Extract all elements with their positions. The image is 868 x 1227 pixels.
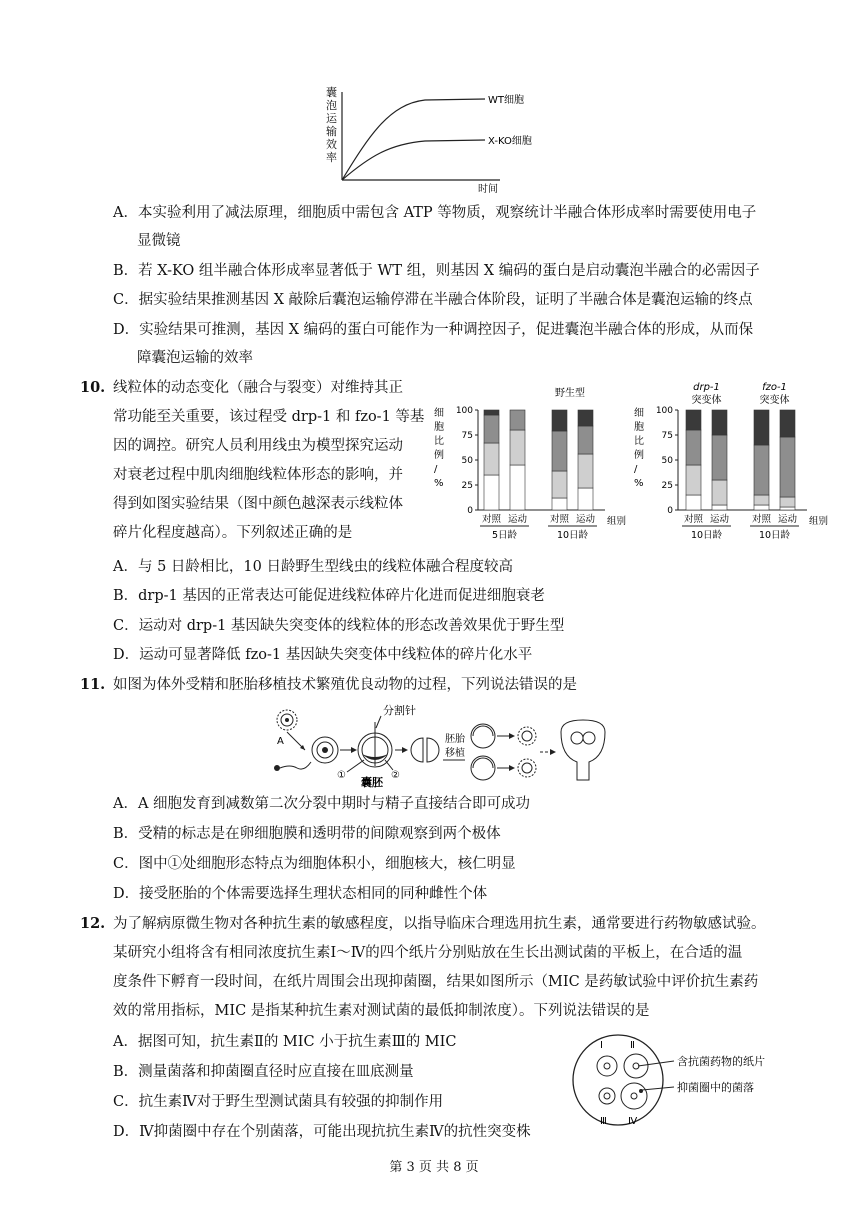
q10-number: 10. [80, 379, 106, 396]
q10-stem-3: 因的调控。研究人员利用线虫为模型探究运动 [113, 438, 403, 454]
bar-segment [712, 505, 727, 510]
q10-stem-2: 常功能至关重要，该过程受 drp-1 和 fzo-1 等基 [113, 409, 425, 425]
x-tick-label: 对照 [751, 514, 772, 525]
mutant-chart [634, 382, 828, 541]
q9-option-c: C．据实验结果推测基因 X 敲除后囊泡运输停滞在半融合体阶段，证明了半融合体是囊泡运输的终点 [113, 292, 753, 308]
q12-option-d: D．Ⅳ抑菌圈中存在个别菌落，可能出现抗抗生素Ⅳ的抗性突变株 [113, 1124, 531, 1140]
svg-text:Ⅱ: Ⅱ [630, 1040, 635, 1051]
x-tick-label: 对照 [549, 514, 570, 525]
chart-title: 野生型 [555, 388, 585, 399]
embryo-top [471, 724, 495, 748]
bar-segment [686, 430, 701, 465]
svg-text:②: ② [391, 770, 400, 781]
q12-stem-4: 效的常用指标，MIC 是指某种抗生素对测试菌的最低抑制浓度）。下列说法错误的是 [113, 1003, 650, 1019]
petri-dish-diagram [570, 1032, 810, 1128]
y-tick-label: 100 [655, 406, 673, 416]
y-axis-label-char: 细 [434, 408, 444, 419]
q12-stem-1: 为了解病原微生物对各种抗生素的敏感程度，以指导临床合理选用抗生素，通常要进行药物敏感试验。 [113, 916, 766, 932]
bar-segment [712, 410, 727, 435]
figure-mito-charts [420, 380, 829, 548]
bar-segment [754, 410, 769, 445]
q10-option-b: B．drp-1 基因的正常表达可能促进线粒体碎片化进而促进细胞衰老 [113, 588, 545, 604]
svg-text:抑菌圈中的菌落: 抑菌圈中的菌落 [677, 1081, 754, 1094]
svg-text:A: A [277, 736, 284, 747]
y-axis-label-char: 细 [634, 408, 644, 419]
q9-option-a: A．本实验利用了减法原理，细胞质中需包含 ATP 等物质，观察统计半融合体形成率时需要使用电子 [113, 205, 757, 221]
svg-text:囊胚: 囊胚 [361, 776, 383, 789]
q9-option-d: D．实验结果可推测，基因 X 编码的蛋白可能作为一种调控因子，促进囊泡半融合体的形成，从而保 [113, 322, 754, 338]
bar-segment [754, 505, 769, 510]
page-footer: 第 3 页 共 8 页 [389, 1160, 479, 1175]
x-axis-label: 组别 [607, 516, 627, 527]
y-axis-label [326, 85, 338, 164]
y-axis-label-char: 胞 [634, 422, 644, 433]
q11-stem: 如图为体外受精和胚胎移植技术繁殖优良动物的过程，下列说法错误的是 [113, 677, 577, 693]
svg-text:运: 运 [326, 112, 337, 125]
bar-segment [484, 475, 499, 510]
svg-text:效: 效 [326, 138, 337, 151]
q11-number: 11. [80, 676, 106, 693]
y-axis-label-char: / [434, 464, 438, 475]
y-tick-label: 25 [661, 481, 673, 491]
ko-label: X-KO细胞 [488, 136, 532, 147]
svg-text:率: 率 [326, 151, 337, 164]
q12-stem-2: 某研究小组将含有相同浓度抗生素Ⅰ～Ⅳ的四个纸片分别贴放在生长出测试菌的平板上，在合适的温 [113, 945, 743, 961]
bar-segment [686, 495, 701, 510]
bar-segment [754, 495, 769, 505]
bar-segment [552, 431, 567, 471]
bar-segment [510, 465, 525, 510]
bar-segment [578, 410, 593, 426]
zygote [312, 737, 338, 763]
bar-segment [484, 410, 499, 415]
svg-text:移植: 移植 [445, 748, 465, 759]
wildtype-chart [434, 386, 626, 541]
y-tick-label: 75 [461, 431, 473, 441]
y-axis-label-char: % [634, 478, 644, 489]
q10-stem-1: 线粒体的动态变化（融合与裂变）对维持其正 [113, 380, 403, 396]
bar-segment [712, 480, 727, 505]
x-tick-label: 对照 [481, 514, 502, 525]
disc-ii [624, 1054, 648, 1078]
bar-segment [484, 443, 499, 475]
embryo-transfer-diagram [265, 700, 610, 790]
group-label: 10日龄 [758, 530, 791, 541]
figure-embryo-transfer [265, 700, 610, 790]
bar-segment [686, 410, 701, 430]
bar-segment [754, 445, 769, 495]
q10-option-a: A．与 5 日龄相比，10 日龄野生型线虫的线粒体融合程度较高 [113, 559, 513, 575]
y-axis-label-char: 比 [634, 436, 644, 447]
svg-text:Ⅲ: Ⅲ [600, 1116, 607, 1127]
svg-text:Ⅳ: Ⅳ [628, 1116, 638, 1127]
bar-segment [484, 415, 499, 443]
mutant-name: fzo-1 [762, 382, 787, 393]
bar-segment [510, 430, 525, 465]
svg-text:Ⅰ: Ⅰ [600, 1040, 603, 1051]
q12-option-b: B．测量菌落和抑菌圈直径时应直接在皿底测量 [113, 1064, 414, 1080]
egg-cell-a [277, 710, 297, 730]
group-label: 10日龄 [556, 530, 589, 541]
disc-iii [599, 1088, 615, 1104]
svg-text:分割针: 分割针 [383, 704, 416, 717]
y-axis-label-char: 例 [634, 450, 644, 461]
x-tick-label: 运动 [709, 514, 730, 525]
q10-stem-5: 得到如图实验结果（图中颜色越深表示线粒体 [113, 496, 403, 512]
split-embryo [411, 738, 439, 762]
q10-option-d: D．运动可显著降低 fzo-1 基因缺失突变体中线粒体的碎片化水平 [113, 647, 533, 663]
y-tick-label: 25 [461, 481, 473, 491]
svg-text:输: 输 [326, 125, 337, 138]
figure-transport-efficiency [310, 84, 560, 196]
mutant-name: drp-1 [693, 382, 720, 393]
x-axis-label: 时间 [478, 184, 498, 195]
x-tick-label: 运动 [575, 514, 596, 525]
bar-segment [578, 426, 593, 454]
q9-option-a-cont: 显微镜 [137, 233, 181, 249]
q12-number: 12. [80, 915, 106, 932]
bar-segment [780, 437, 795, 497]
transport-curve-chart [310, 84, 560, 196]
mutant-subtitle: 突变体 [691, 395, 722, 406]
bar-segment [578, 488, 593, 510]
y-axis-label-char: / [634, 464, 638, 475]
y-tick-label: 75 [661, 431, 673, 441]
q10-option-c: C．运动对 drp-1 基因缺失突变体的线粒体的形态改善效果优于野生型 [113, 618, 565, 634]
q10-stem-6: 碎片化程度越高）。下列叙述正确的是 [113, 525, 353, 541]
bar-segment [780, 410, 795, 437]
q9-option-d-cont: 障囊泡运输的效率 [137, 350, 253, 366]
y-tick-label: 100 [455, 406, 473, 416]
disc-i [597, 1056, 617, 1076]
q9-option-b: B．若 X-KO 组半融合体形成率显著低于 WT 组，则基因 X 编码的蛋白是启动囊泡半融合的必需因子 [113, 263, 760, 279]
q11-option-a: A．A 细胞发育到减数第二次分裂中期时与精子直接结合即可成功 [113, 796, 531, 812]
bar-segment [712, 435, 727, 480]
q11-option-d: D．接受胚胎的个体需要选择生理状态相同的同种雌性个体 [113, 886, 488, 902]
fetus-bottom [518, 759, 536, 777]
mito-stacked-bar-charts [420, 380, 829, 548]
q12-option-c: C．抗生素Ⅳ对于野生型测试菌具有较强的抑制作用 [113, 1094, 444, 1110]
q12-option-a: A．据图可知，抗生素Ⅱ的 MIC 小于抗生素Ⅲ的 MIC [113, 1034, 457, 1050]
bar-segment [552, 498, 567, 510]
group-label: 10日龄 [690, 530, 723, 541]
y-axis-label-char: 比 [434, 436, 444, 447]
bar-segment [686, 465, 701, 495]
bar-segment [780, 507, 795, 510]
group-label: 5日龄 [491, 530, 518, 541]
y-axis-label-char: % [434, 478, 444, 489]
y-tick-label: 50 [661, 456, 673, 466]
svg-text:囊: 囊 [326, 86, 337, 99]
uterus [561, 720, 605, 780]
bar-segment [552, 471, 567, 498]
q11-option-c: C．图中①处细胞形态特点为细胞体积小，细胞核大，核仁明显 [113, 856, 516, 872]
x-tick-label: 运动 [777, 514, 798, 525]
y-axis-label-char: 例 [434, 450, 444, 461]
x-tick-label: 对照 [683, 514, 704, 525]
x-tick-label: 运动 [507, 514, 528, 525]
wt-label: WT细胞 [488, 95, 524, 106]
bar-segment [552, 410, 567, 431]
svg-text:胚胎: 胚胎 [445, 734, 465, 745]
wt-curve [342, 99, 485, 180]
svg-text:泡: 泡 [326, 99, 337, 112]
q12-stem-3: 度条件下孵育一段时间，在纸片周围会出现抑菌圈，结果如图所示（MIC 是药敏试验中评价抗生素药 [113, 974, 759, 990]
disc-iv [621, 1083, 647, 1109]
q11-option-b: B．受精的标志是在卵细胞膜和透明带的间隙观察到两个极体 [113, 826, 501, 842]
y-axis-label-char: 胞 [434, 422, 444, 433]
bar-segment [780, 497, 795, 507]
y-tick-label: 50 [461, 456, 473, 466]
y-tick-label: 0 [667, 506, 673, 516]
sperm [274, 762, 311, 771]
fetus-top [518, 727, 536, 745]
q10-stem-4: 对衰老过程中肌肉细胞线粒体形态的影响，并 [113, 467, 403, 483]
bar-segment [510, 410, 525, 430]
embryo-bottom [471, 756, 495, 780]
mutant-subtitle: 突变体 [759, 395, 790, 406]
figure-petri-dish [570, 1032, 810, 1128]
svg-text:①: ① [337, 770, 346, 781]
y-tick-label: 0 [467, 506, 473, 516]
bar-segment [578, 454, 593, 488]
svg-text:含抗菌药物的纸片: 含抗菌药物的纸片 [677, 1055, 765, 1068]
x-axis-label: 组别 [809, 516, 829, 527]
